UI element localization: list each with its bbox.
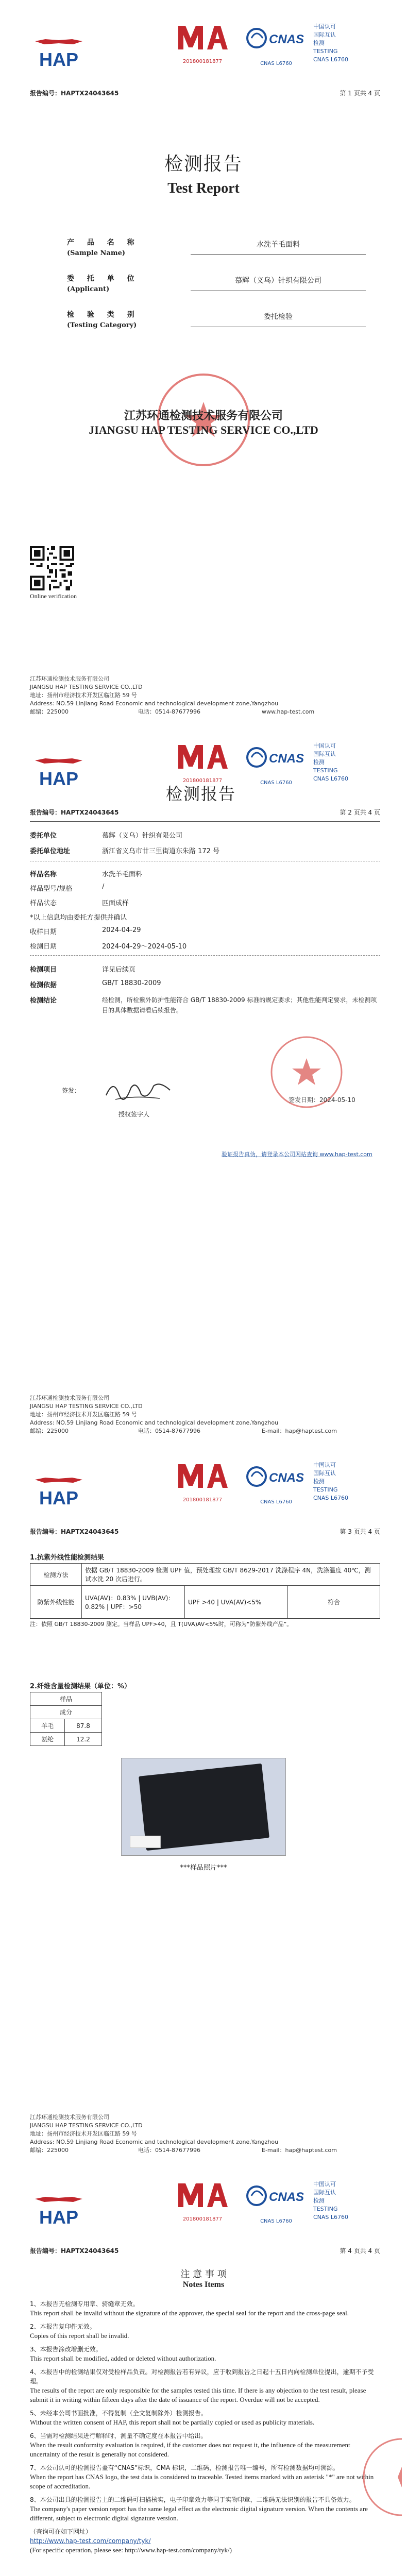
table-cell: 防紫外线性能 [30,1586,82,1619]
page-number: 第 2 页共 4 页 [340,809,380,816]
svg-text:HAP: HAP [39,1487,79,1509]
cma-number: 201800181877 [182,2216,223,2222]
report-header [0,2158,407,2235]
cnas-logo [245,1461,307,1507]
divider [30,821,380,822]
svg-text:HAP: HAP [39,49,79,70]
signer-role: 授权签字人 [118,1111,150,1118]
table-cell: 12.2 [65,1733,102,1746]
cert-line: 国际互认 [313,2189,336,2196]
report-page-3: HAP 201800181877 CNAS CNAS L6760 中国认可 国际互认 检测 TESTING CNAS L6760 报告编号：HAPTX24043645 第 3 页共 4 页 1.抗紫外线性能检测结果 检测方法 依据 GB/T 18830-2009 检测 UPF 值，预处理按 GB/T 8629-2017 洗涤程序 4N，洗涤温度 40℃，测试水洗 20 次后进行。 防紫外线性能 UVA(AV)：0.83% | UVB(AV)：0.82% | UPF：>50 UPF >40 | UVA(AV)<5% 符合 注：依照 GB/T 18830-2009 测定。当样品 UPF>40，且 T(UVA)AV<5%时，可称为“防紫外线产品”。 2.纤维含量检测结果（单位：%） 样品 成分 羊毛 87.8 氨纶 12.2 ***样品照片*** 江苏环通检测技术服务有限公司 JIANGSU HAP TESTING SERVICE CO.,LTD 地址：扬州市经济技术开发区临江路 59 号 Address: NO.59 Linjiang Road Economic and technological development zone,Yangzhou 邮编：225000 电话：0514-87677996 E-mail：hap@haptest.com [0,1438,407,2158]
sample-tag [130,1836,161,1848]
cross-page-seal [361,2436,402,2518]
accreditation-text [313,742,375,783]
cert-line: 国际互认 [313,31,336,38]
table-row [30,1706,102,1719]
table-cell: 羊毛 [30,1719,65,1733]
report-meta [30,2246,380,2257]
section-fiber-title: 2.纤维含量检测结果（单位：%） [30,1683,131,1690]
cnas-number: CNAS L6760 [260,2218,292,2224]
cert-line: TESTING [313,2206,338,2212]
cert-line: 国际互认 [313,1470,336,1477]
org-name-cn: 江苏环通检测技术服务有限公司 [124,410,283,422]
cma-logo [174,21,231,67]
cnas-number: CNAS L6760 [260,780,292,786]
list-item: 2、本报告复印件无效。 Copies of this report shall be invalid. [30,2323,129,2340]
report-number: 报告编号：HAPTX24043645 [30,2247,119,2255]
cnas-number: CNAS L6760 [260,1499,292,1505]
footer-contact-row: 邮编：225000 电话：0514-87677996 E-mail：hap@haptest.com [30,1428,337,1434]
cert-line: TESTING [313,767,338,774]
verification-link[interactable]: 验证报告真伪，请登录本公司网站查询 www.hap-test.com [222,1151,372,1158]
sample-photo [121,1758,286,1856]
page-footer: 江苏环通检测技术服务有限公司 JIANGSU HAP TESTING SERVICE CO.,LTD 地址：扬州市经济技术开发区临江路 59 号 Address: NO.59 Linjiang Road Economic and technological development zone,Yangzhou 邮编：225000 电话：0514-87677996 E-mail：hap@haptest.com [30,1394,380,1435]
notes-title-en: Notes Items [182,2280,225,2289]
page-title: 检测报告 [165,784,236,804]
lookup-link[interactable]: http://www.hap-test.com/company/tyk/ [30,2537,151,2545]
table-row [30,1564,380,1586]
cert-line: 检测 [313,759,325,766]
conclusion-row: 检测结论 经检测，所检紫外防护性能符合 GB/T 18830-2009 标准的规定要求；其他性能判定要求，未检测项目的具体数据请看后续报告。 [30,996,377,1014]
cma-number: 201800181877 [182,778,223,784]
cert-line: 检测 [313,2197,325,2204]
fiber-results-table [30,1692,102,1746]
list-item: 1、本报告无检测专用章、骑缝章无效。 This report shall be invalid without the signature of the approver, the special seal for the report and the cross-page seal. [30,2300,349,2317]
report-meta [30,1527,380,1537]
page-footer: 江苏环通检测技术服务有限公司 JIANGSU HAP TESTING SERVICE CO.,LTD 地址：扬州市经济技术开发区临江路 59 号 Address: NO.59 Linjiang Road Economic and technological development zone,Yangzhou 邮编：225000 电话：0514-87677996 www.hap-test.com [30,675,380,716]
page-number: 第 4 页共 4 页 [340,2247,380,2255]
accreditation-text [313,2180,375,2222]
list-item: 3、本报告涂改增删无效。 This report shall be modified, added or deleted without authorization. [30,2346,216,2362]
accreditation-text [313,1461,375,1502]
table-cell: 87.8 [65,1719,102,1733]
report-page-1 [0,0,407,719]
table-row [30,1719,102,1733]
cert-line: 中国认可 [313,742,336,749]
page-number: 第 1 页共 4 页 [340,90,380,97]
cnas-logo [245,23,307,69]
report-header [0,0,407,77]
hap-logo [30,37,88,74]
cert-line: 中国认可 [313,2181,336,2188]
hap-logo [30,1476,88,1513]
list-item: 6、当需对检测结果进行解释时，测量不确定度在本报告中给出。 When the result conformity evaluation is required, if the customer does not request it, the influence of the measurement uncertainty of the result is generally not considered. [30,2432,350,2458]
list-item: 4、本报告中的检测结果仅对受检样品负责。对检测报告若有异议，应于收到报告之日起十五日内向检测单位提出，逾期不予受理。 The results of the report are only responsible for the samples tested this time. If there is any objection to the test result, please submit it in writing within fifteen days after the date of issuance of the report. Overdue will not be accepted. [30,2368,374,2403]
report-title-en: Test Report [167,180,240,196]
table-cell: 依据 GB/T 18830-2009 检测 UPF 值，预处理按 GB/T 8629-2017 洗涤程序 4N，洗涤温度 40℃，测试水洗 20 次后进行。 [82,1564,380,1586]
cma-logo [174,2178,231,2225]
table-cell: 样品 [30,1692,102,1706]
cert-line: 中国认可 [313,1462,336,1468]
cert-line: 检测 [313,1478,325,1485]
cma-number: 201800181877 [182,1497,223,1503]
cert-line: 中国认可 [313,23,336,30]
cert-line: TESTING [313,1486,338,1493]
table-cell: 成分 [30,1706,102,1719]
cnas-logo [245,2180,307,2227]
applicant-field: 委 托 单 位 (Applicant) 慕辉（义乌）针织有限公司 [67,273,386,304]
qr-caption: Online verification [30,592,77,600]
table-cell: 符合 [288,1586,380,1619]
svg-text:CNAS: CNAS [269,1471,304,1485]
table-cell: UPF >40 | UVA(AV)<5% [185,1586,288,1619]
report-number: 报告编号：HAPTX24043645 [30,90,119,97]
svg-text:HAP: HAP [39,768,79,789]
table-row [30,1586,380,1619]
report-number: 报告编号：HAPTX24043645 [30,1528,119,1535]
accreditation-text [313,23,375,64]
notes-title-cn: 注 意 事 项 [180,2269,227,2280]
testing-category-field: 检 验 类 别 (Testing Category) 委托检验 [67,309,386,340]
cert-line: 检测 [313,40,325,46]
sample-name-field: 产 品 名 称 (Sample Name) 水洗羊毛面料 [67,237,386,268]
svg-text:CNAS: CNAS [269,32,304,46]
report-page-4 [0,2158,407,2576]
page-number: 第 3 页共 4 页 [340,1528,380,1535]
cert-line: CNAS L6760 [313,2214,349,2221]
signature [103,1075,175,1106]
table-cell: 检测方法 [30,1564,82,1586]
report-meta [30,808,380,818]
svg-text:CNAS: CNAS [269,2190,304,2204]
svg-text:CNAS: CNAS [269,752,304,766]
table-row [30,1733,102,1746]
list-item: 7、本公司认可的检测报告盖有“CNAS”标识，CMA 标识，二维码，检测报告唯一编号，所有检测数据均可溯源。 When the report has CNAS logo, the test data is considered to traceable. Tested items marked with an asterisk "*" are not within scope of accreditation. [30,2464,374,2490]
cma-logo [174,740,231,786]
svg-text:HAP: HAP [39,2207,79,2228]
cert-line: 国际互认 [313,751,336,757]
cma-number: 201800181877 [182,59,223,64]
photo-caption: ***样品照片*** [180,1864,227,1872]
signature-label: 签发： [62,1087,81,1094]
report-page-2: HAP 201800181877 CNAS CNAS L6760 中国认可 国际互认 检测 TESTING CNAS L6760 检测报告 报告编号：HAPTX24043645 第 2 页共 4 页 委托单位 慕辉（义乌）针织有限公司 委托单位地址 浙江省义乌市廿三里街道东朱路 172 号 样品名称 水洗羊毛面料 样品型号/规格 / 样品状态 匹面成样 *以上信息均由委托方提供并确认 收样日期 2024-04-29 检测日期 2024-04-29～2024-05-10 检测项目 详见后续页 检测依据 GB/T 18830-2009 检测结论 经检测，所检紫外防护性能符合 GB/T 18830-2009 标准的规定要求；其他性能判定要求，未检测项目的具体数据请看后续报告。 签发： 授权签字人 签发日期：2024-05-10 验证报告真伪，请登录本公司网站查询 www.hap-test.com 江苏环通检测技术服务有限公司 JIANGSU HAP TESTING SERVICE CO.,LTD 地址：扬州市经济技术开发区临江路 59 号 Address: NO.59 Linjiang Road Economic and technological development zone,Yangzhou 邮编：225000 电话：0514-87677996 E-mail：hap@haptest.com [0,719,407,1438]
hap-logo [30,2195,88,2232]
divider [30,955,380,956]
section-uv-title: 1.抗紫外线性能检测结果 [30,1554,104,1562]
report-number: 报告编号：HAPTX24043645 [30,809,119,816]
cert-line: CNAS L6760 [313,775,349,782]
report-header [0,1438,407,1516]
footer-contact-row: 邮编：225000 电话：0514-87677996 E-mail：hap@haptest.com [30,2147,337,2154]
list-item: 5、未经本公司书面批准，不得复制（全文复制除外）检测报告。 Without the written consent of HAP, this report shall not be partially copied or used as publicity materials. [30,2410,315,2426]
list-item: 8、本公司出具的检测报告上的二维码可扫描核实，电子印章效力等同于实物印章，二维码无法识别的报告不具备效力。 The company's paper version report has the same legal effect as the electronic digital signature version. When the contents are different, subject to electronic digital signature version. [30,2496,368,2522]
table-cell: UVA(AV)：0.83% | UVB(AV)：0.82% | UPF：>50 [82,1586,185,1619]
org-name-en: JIANGSU HAP TESTING SERVICE CO.,LTD [89,423,318,436]
cert-line: CNAS L6760 [313,1495,349,1501]
report-meta [30,89,380,99]
report-title-cn: 检测报告 [164,154,243,175]
uv-results-table [30,1563,380,1619]
cert-line: CNAS L6760 [313,56,349,63]
lookup-info: （查询可在如下网址） http://www.hap-test.com/company/tyk/ (For specific operation, please see: http://www.hap-test.com/company/tyk/) [30,2527,380,2555]
cnas-number: CNAS L6760 [260,61,292,66]
verification-qr-code[interactable] [30,546,74,590]
page-footer: 江苏环通检测技术服务有限公司 JIANGSU HAP TESTING SERVICE CO.,LTD 地址：扬州市经济技术开发区临江路 59 号 Address: NO.59 Linjiang Road Economic and technological development zone,Yangzhou 邮编：225000 电话：0514-87677996 E-mail：hap@haptest.com [30,2113,380,2155]
table-cell: 氨纶 [30,1733,65,1746]
issue-date: 签发日期：2024-05-10 [289,1096,355,1104]
cert-line: TESTING [313,48,338,55]
table-row [30,1692,102,1706]
cma-logo [174,1459,231,1505]
footer-contact-row: 邮编：225000 电话：0514-87677996 www.hap-test.com [30,708,315,715]
notes-list [30,2299,380,2559]
